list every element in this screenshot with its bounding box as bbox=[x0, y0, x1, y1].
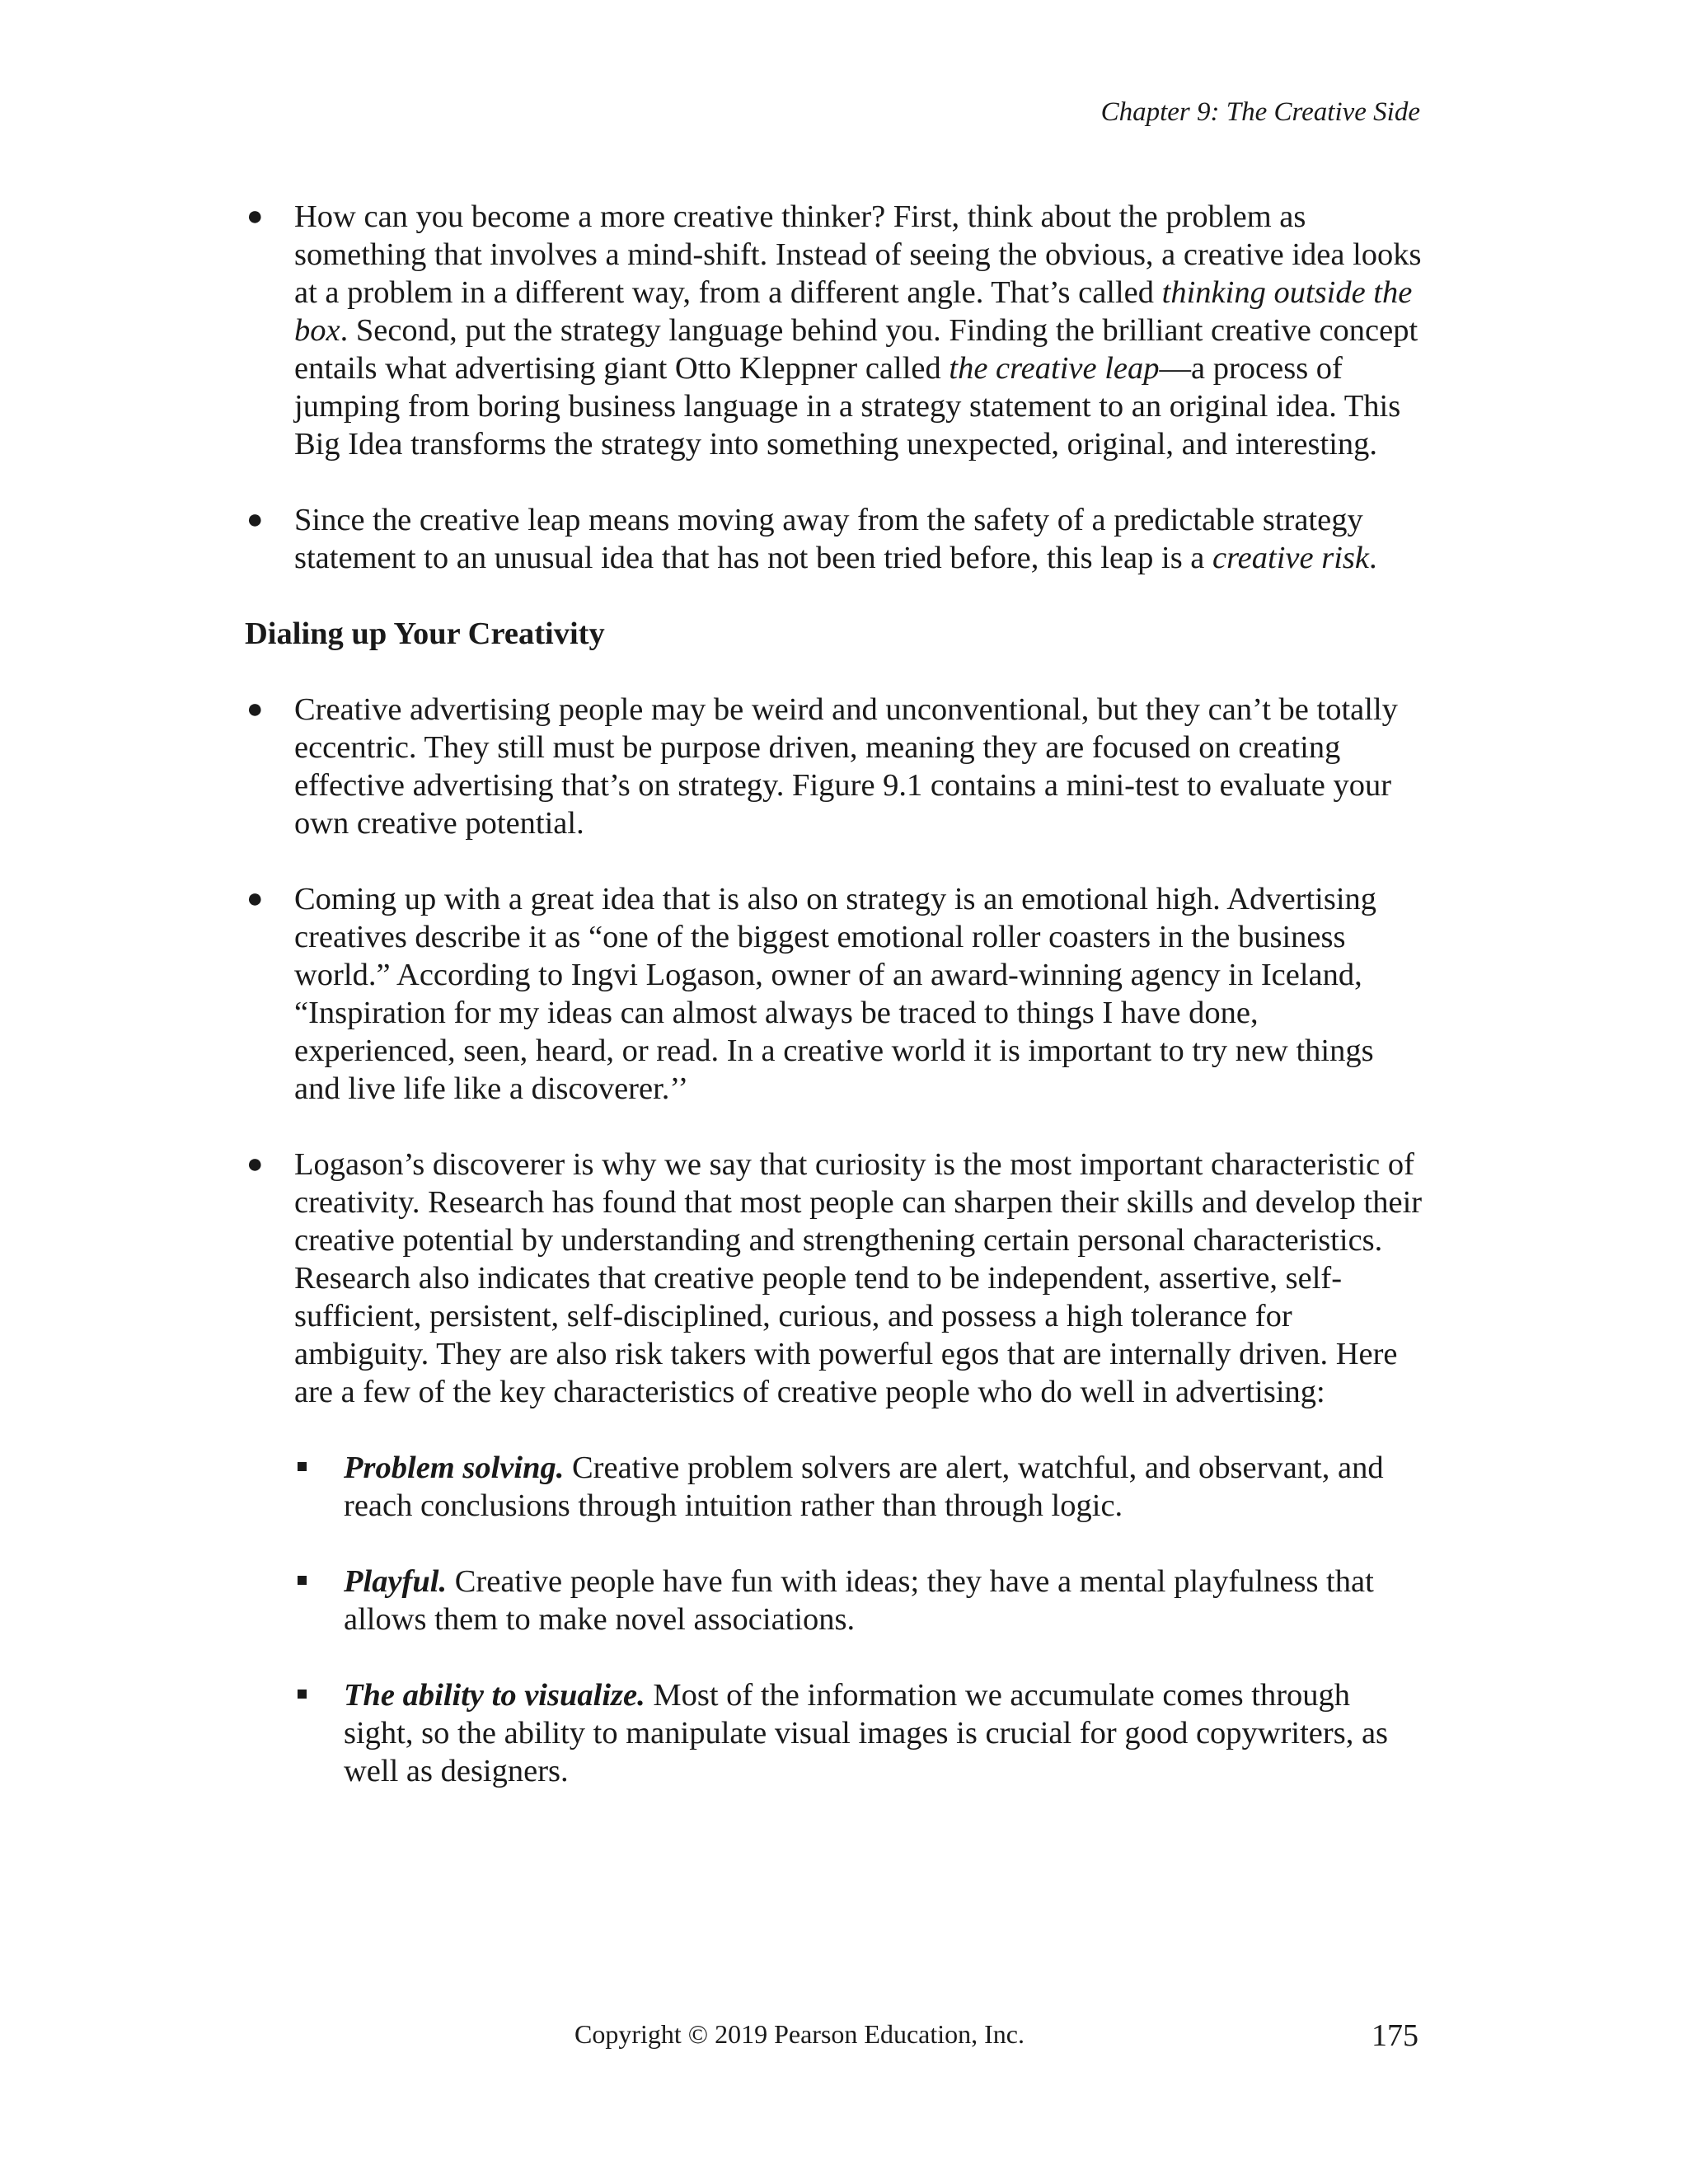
sub-list-item bbox=[245, 1563, 1423, 1638]
running-head: Chapter 9: The Creative Side bbox=[1100, 97, 1420, 127]
square-bullet-icon bbox=[298, 1462, 307, 1471]
list-item bbox=[245, 880, 1423, 1108]
emphasis-text: creative risk bbox=[1212, 541, 1369, 575]
sub-list-item bbox=[245, 1449, 1423, 1525]
bullet-icon: ● bbox=[246, 201, 264, 232]
sub-list-item bbox=[245, 1676, 1423, 1790]
page-number: 175 bbox=[1372, 2018, 1418, 2053]
emphasis-text: the creative leap bbox=[949, 351, 1160, 386]
bullet-icon: ● bbox=[246, 694, 264, 724]
list-item bbox=[245, 691, 1423, 842]
paragraph-text: . Second, put the strategy language behind you. Finding the brilliant creative concept entails what advertising giant Otto Kleppner called bbox=[294, 313, 1418, 386]
copyright-footer: Copyright © 2019 Pearson Education, Inc. bbox=[574, 2019, 1025, 2049]
paragraph-text: . bbox=[1368, 541, 1377, 575]
characteristic-term: Problem solving. bbox=[344, 1451, 565, 1485]
section-heading: Dialing up Your Creativity bbox=[245, 616, 605, 651]
characteristic-term: Playful. bbox=[344, 1564, 448, 1599]
characteristic-text: Most of the information we accumulate comes through sight, so the ability to manipulate visual images is crucial for good copywriters, as well as designers. bbox=[344, 1678, 1389, 1788]
emphasis-text: thinking outside the box bbox=[294, 275, 1413, 348]
bullet-icon: ● bbox=[246, 504, 264, 535]
paragraph-text: —a process of jumping from boring business language in a strategy statement to an original idea. This Big Idea transforms the strategy into something unexpected, original, and interesting. bbox=[294, 351, 1401, 462]
paragraph-text: Since the creative leap means moving away from the safety of a predictable strategy statement to an unusual idea that has not been tried before, this leap is a bbox=[294, 503, 1363, 575]
square-bullet-icon bbox=[298, 1690, 307, 1699]
bullet-icon: ● bbox=[246, 883, 264, 914]
paragraph-text: Logason’s discoverer is why we say that curiosity is the most important characteristic of creativity. Research has found that most people can sharpen their skills and develop their creative potential by understanding and strengthening certain personal characteristics. Research also indicates that creative people tend to be independent, assertive, self-sufficient, persistent, self-disciplined, curious, and possess a high tolerance for ambiguity. They are also risk takers with powerful egos that are internally driven. Here are a few of the key characteristics of creative people who do well in advertising: bbox=[294, 1147, 1423, 1409]
bullet-icon: ● bbox=[246, 1149, 264, 1179]
paragraph-text: Coming up with a great idea that is also on strategy is an emotional high. Advertising creatives describe it as “one of the biggest emotional roller coasters in the business world.” According to Ingvi Logason, owner of an award-winning agency in Iceland, “Inspiration for my ideas can almost always be traced to things I have done, experienced, seen, heard, or read. In a creative world it is important to try new things and live life like a discoverer.’’ bbox=[294, 882, 1377, 1106]
characteristic-text: Creative people have fun with ideas; they have a mental playfulness that allows them to make novel associations. bbox=[344, 1564, 1374, 1637]
paragraph-text: How can you become a more creative thinker? First, think about the problem as something that involves a mind-shift. Instead of seeing the obvious, a creative idea looks at a problem in a different way, from a different angle. That’s called bbox=[294, 199, 1422, 310]
list-item bbox=[245, 198, 1423, 463]
characteristic-text: Creative problem solvers are alert, watchful, and observant, and reach conclusions through intuition rather than through logic. bbox=[344, 1451, 1384, 1523]
square-bullet-icon bbox=[298, 1576, 307, 1585]
characteristic-term: The ability to visualize. bbox=[344, 1678, 645, 1713]
paragraph-text: Creative advertising people may be weird and unconventional, but they can’t be totally eccentric. They still must be purpose driven, meaning they are focused on creating effective advertising that’s on strategy. Figure 9.1 contains a mini-test to evaluate your own creative potential. bbox=[294, 692, 1398, 841]
list-item bbox=[245, 1146, 1423, 1411]
page-content bbox=[245, 198, 1423, 1828]
list-item bbox=[245, 501, 1423, 577]
